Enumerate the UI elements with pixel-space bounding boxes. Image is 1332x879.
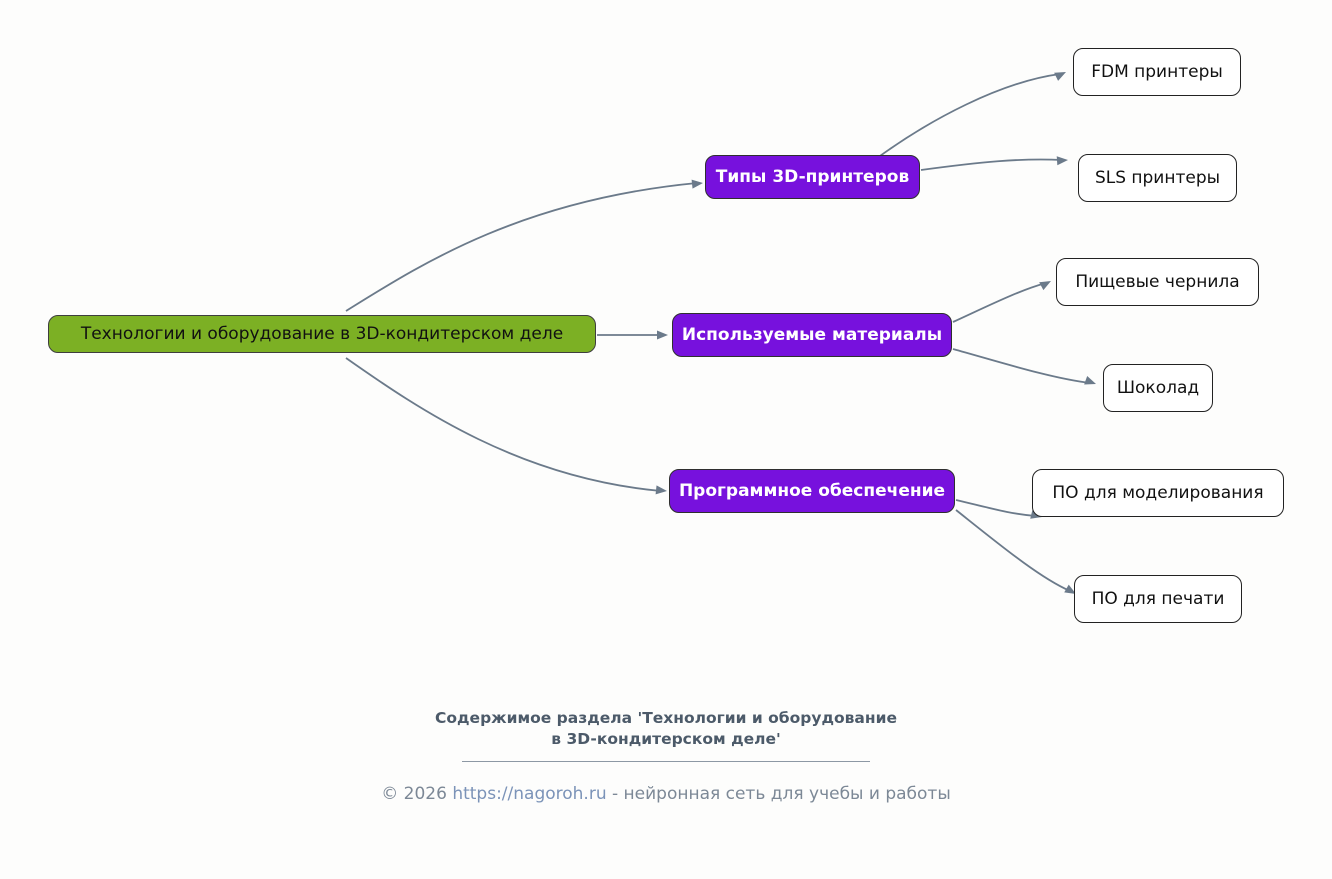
mindmap-leaf-label-1-2: SLS принтеры [1094, 167, 1221, 188]
mindmap-leaf-label-3-1: ПО для моделирования [1052, 482, 1264, 503]
footer-copyright: © 2026 [381, 784, 453, 804]
mindmap-branch-node-3[interactable] [669, 469, 955, 513]
arrowhead-1 [692, 179, 704, 189]
edge-branch1-to-leaf1 [880, 74, 1060, 156]
mindmap-branch-label-1: Типы 3D-принтеров [715, 166, 910, 187]
mindmap-leaf-label-2-2: Шоколад [1116, 377, 1200, 398]
mindmap-leaf-label-2-1: Пищевые чернила [1075, 271, 1240, 292]
edge-branch3-to-leaf2 [956, 510, 1070, 591]
edge-branch2-to-leaf1 [953, 283, 1046, 322]
caption-line-2: в 3D-кондитерском деле' [551, 730, 781, 748]
arrowhead-5 [1057, 156, 1069, 166]
caption-line-1: Содержимое раздела 'Технологии и оборудование [435, 709, 897, 727]
mindmap-root-node[interactable] [48, 315, 596, 353]
edge-branch1-to-leaf2 [921, 159, 1062, 170]
arrowhead-4 [1054, 68, 1068, 81]
mindmap-leaf-node-3-1[interactable] [1032, 469, 1284, 517]
mindmap-branch-label-2: Используемые материалы [681, 324, 943, 345]
mindmap-branch-label-3: Программное обеспечение [678, 480, 946, 501]
edge-root-to-branch-1 [346, 183, 697, 311]
mindmap-leaf-node-3-2[interactable] [1074, 575, 1242, 623]
mindmap-leaf-node-1-1[interactable] [1073, 48, 1241, 96]
mindmap-leaf-node-2-2[interactable] [1103, 364, 1213, 412]
edge-branch2-to-leaf2 [953, 349, 1090, 383]
footer-link[interactable]: https://nagoroh.ru [452, 784, 607, 804]
footer-tail: - нейронная сеть для учебы и работы [606, 784, 951, 804]
caption-divider [462, 761, 870, 762]
arrowhead-6 [1039, 277, 1053, 290]
arrowhead-3 [656, 485, 668, 495]
arrowhead-7 [1084, 376, 1097, 388]
mindmap-root-label: Технологии и оборудование в 3D-кондитерском деле [80, 323, 564, 344]
mindmap-leaf-label-3-2: ПО для печати [1091, 588, 1225, 609]
mindmap-branch-node-1[interactable] [705, 155, 920, 199]
mindmap-branch-node-2[interactable] [672, 313, 952, 357]
edge-branch3-to-leaf1 [956, 500, 1036, 516]
arrowhead-2 [657, 331, 668, 340]
mindmap-leaf-node-2-1[interactable] [1056, 258, 1259, 306]
edge-root-to-branch-3 [346, 358, 661, 491]
mindmap-leaf-label-1-1: FDM принтеры [1091, 61, 1223, 82]
footer-text [0, 784, 1332, 804]
mindmap-leaf-node-1-2[interactable] [1078, 154, 1237, 202]
